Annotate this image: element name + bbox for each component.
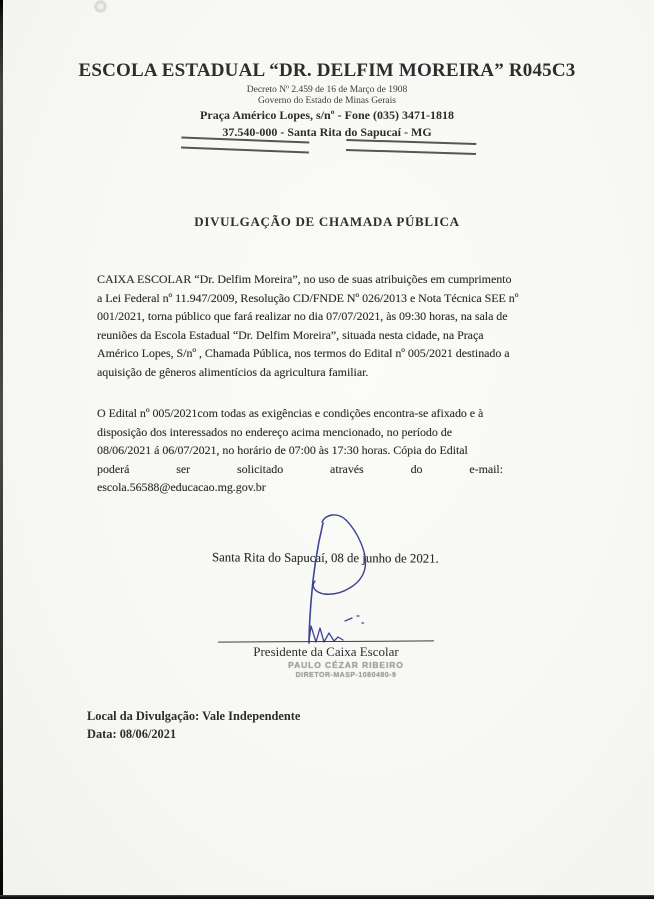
stamp-registry: DIRETOR-MASP-1080480-9	[295, 671, 397, 679]
signature-role: Presidente da Caixa Escolar	[253, 644, 399, 659]
government-line: Governo do Estado de Minas Gerais	[258, 96, 396, 106]
footer-location: Local da Divulgação: Vale Independente	[87, 709, 301, 723]
document-title: DIVULGAÇÃO DE CHAMADA PÚBLICA	[194, 214, 460, 229]
paragraph-line: reuniões da Escola Estadual “Dr. Delfim Moreira”, situada nesta cidade, na Praça	[97, 327, 484, 342]
paragraph-line: 08/06/2021 á 06/07/2021, no horário de 07:00 às 17:30 horas. Cópia do Edital	[97, 443, 468, 458]
scan-artifact-bottom-edge	[0, 895, 654, 899]
double-rule-left	[181, 137, 310, 162]
letterhead	[0, 60, 654, 140]
paragraph-line: disposição dos interessados no endereço acima mencionado, no período de	[97, 424, 453, 439]
paragraph-line: poderá ser solicitado através do e-mail:	[97, 461, 503, 476]
dateline: Santa Rita do Sapucaí, 08 de junho de 2021.	[211, 550, 439, 566]
footer-date: Data: 08/06/2021	[87, 726, 177, 741]
rule-line	[181, 147, 309, 154]
paragraph-line: Américo Lopes, S/nº , Chamada Pública, nos termos do Edital nº 005/2021 destinado a	[97, 346, 510, 361]
footer-block	[87, 708, 300, 743]
paragraph-2	[97, 404, 561, 497]
double-rule-right	[346, 139, 477, 163]
paragraph-line: a Lei Federal nº 11.947/2009, Resolução CD/FNDE Nº 026/2013 e Nota Técnica SEE nº	[97, 290, 519, 305]
school-name: ESCOLA ESTADUAL “DR. DELFIM MOREIRA” R045C3	[78, 60, 576, 81]
email-line: escola.56588@educacao.mg.gov.br	[97, 480, 266, 495]
signature-stroke	[288, 510, 380, 652]
paragraph-line: CAIXA ESCOLAR “Dr. Delfim Moreira”, no uso de suas atribuições em cumprimento	[97, 272, 512, 286]
paragraph-line: 001/2021, torna público que fará realizar no dia 07/07/2021, às 09:30 horas, na sala de	[97, 309, 508, 324]
stamp-name: PAULO CÉZAR RIBEIRO	[288, 660, 404, 670]
city-line: 37.540-000 - Santa Rita do Sapucaí - MG	[222, 125, 432, 139]
paragraph-line: aquisição de gêneros alimentícios da agricultura familiar.	[97, 364, 369, 379]
paragraph-line: O Edital nº 005/2021com todas as exigências e condições encontra-se afixado e à	[97, 406, 484, 420]
decree-line: Decreto Nº 2.459 de 16 de Março de 1908	[246, 85, 408, 95]
address-line: Praça Américo Lopes, s/nº - Fone (035) 3471-1818	[200, 108, 454, 122]
scan-artifact-smudge	[92, 0, 109, 13]
rule-line	[346, 149, 476, 155]
paragraph-1	[97, 270, 561, 382]
signature-stamp	[238, 660, 454, 679]
